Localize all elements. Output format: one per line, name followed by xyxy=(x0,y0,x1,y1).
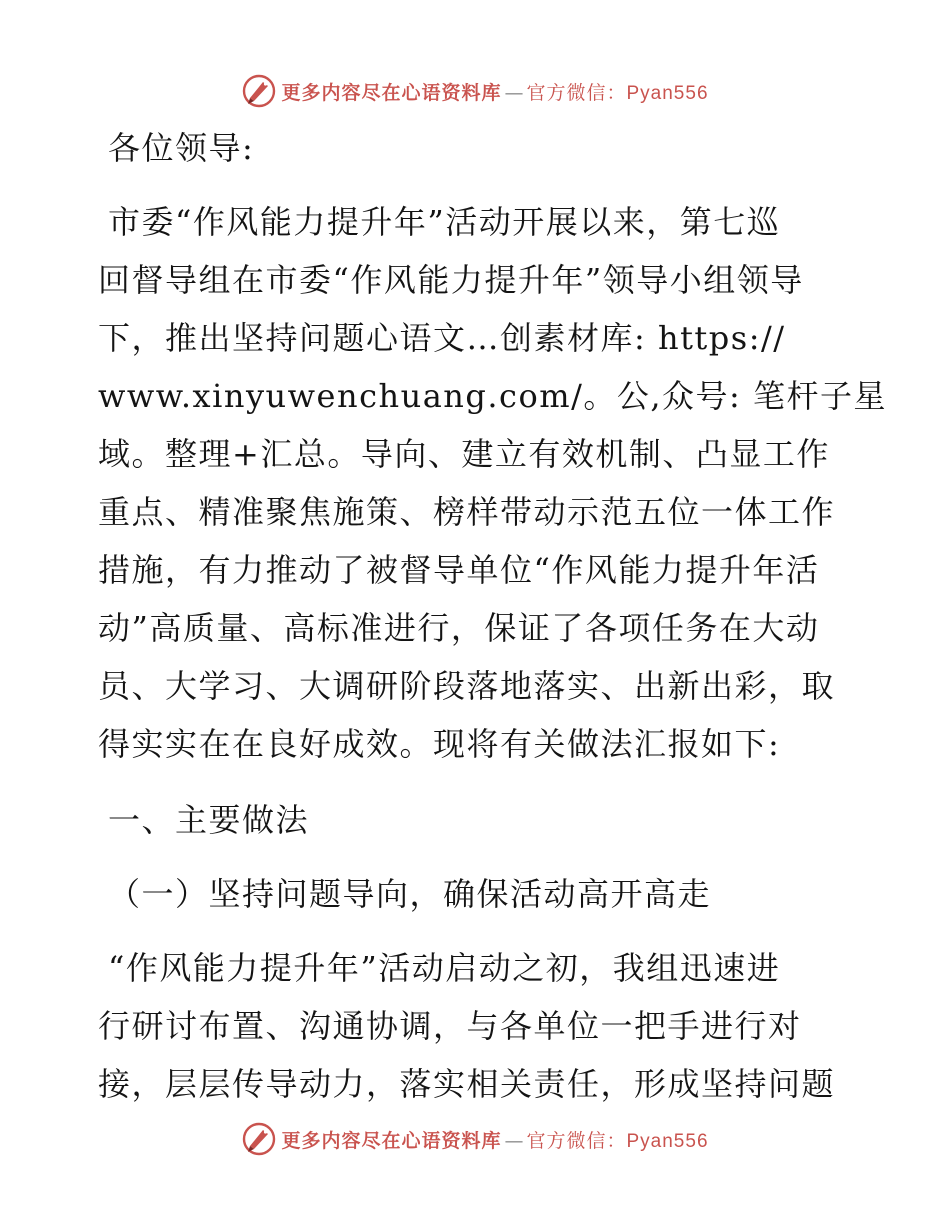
watermark-wechat-id: Pyan556 xyxy=(626,1130,709,1152)
paragraph-line: 重点、精准聚焦施策、榜样带动示范五位一体工作 xyxy=(98,493,836,531)
watermark-dash: — xyxy=(504,81,524,104)
watermark-text xyxy=(281,1126,708,1153)
header-watermark xyxy=(0,71,950,111)
paragraph-line: 下，推出坚持问题心语文…创素材库: https:// xyxy=(98,319,786,357)
salutation: 各位领导: xyxy=(108,129,255,167)
subsection-heading: （一）坚持问题导向，确保活动高开高走 xyxy=(108,875,712,913)
paragraph-line: 得实实在在良好成效。现将有关做法汇报如下: xyxy=(98,725,781,763)
paragraph-line: 员、大学习、大调研阶段落地落实、出新出彩，取 xyxy=(98,667,836,705)
watermark-dash: — xyxy=(504,1129,524,1152)
footer-watermark xyxy=(0,1119,950,1159)
paragraph-line: 域。整理+汇总。导向、建立有效机制、凸显工作 xyxy=(98,435,830,473)
watermark-text xyxy=(281,78,708,105)
watermark-wechat-label: 官方微信： xyxy=(526,81,627,104)
paragraph-line: 接，层层传导动力，落实相关责任，形成坚持问题 xyxy=(98,1065,836,1103)
paragraph-line: 动”高质量、高标准进行，保证了各项任务在大动 xyxy=(98,609,820,647)
watermark-wechat-label: 官方微信： xyxy=(526,1129,627,1152)
watermark-wechat-id: Pyan556 xyxy=(626,82,709,104)
paragraph-line: 行研讨布置、沟通协调，与各单位一把手进行对 xyxy=(98,1007,802,1045)
paragraph-line: “作风能力提升年”活动启动之初，我组迅速进 xyxy=(108,949,781,987)
pen-logo-icon xyxy=(241,1121,277,1157)
pen-logo-icon xyxy=(241,73,277,109)
paragraph-line: 回督导组在市委“作风能力提升年”领导小组领导 xyxy=(98,261,804,299)
watermark-title: 更多内容尽在心语资料库 xyxy=(281,81,502,104)
section-heading: 一、主要做法 xyxy=(108,801,310,839)
watermark-title: 更多内容尽在心语资料库 xyxy=(281,1129,502,1152)
paragraph-line: 措施，有力推动了被督导单位“作风能力提升年活 xyxy=(98,551,820,589)
paragraph-line: 市委“作风能力提升年”活动开展以来，第七巡 xyxy=(108,203,781,241)
paragraph-line: www.xinyuwenchuang.com/。公,众号: 笔杆子星 xyxy=(98,377,887,415)
